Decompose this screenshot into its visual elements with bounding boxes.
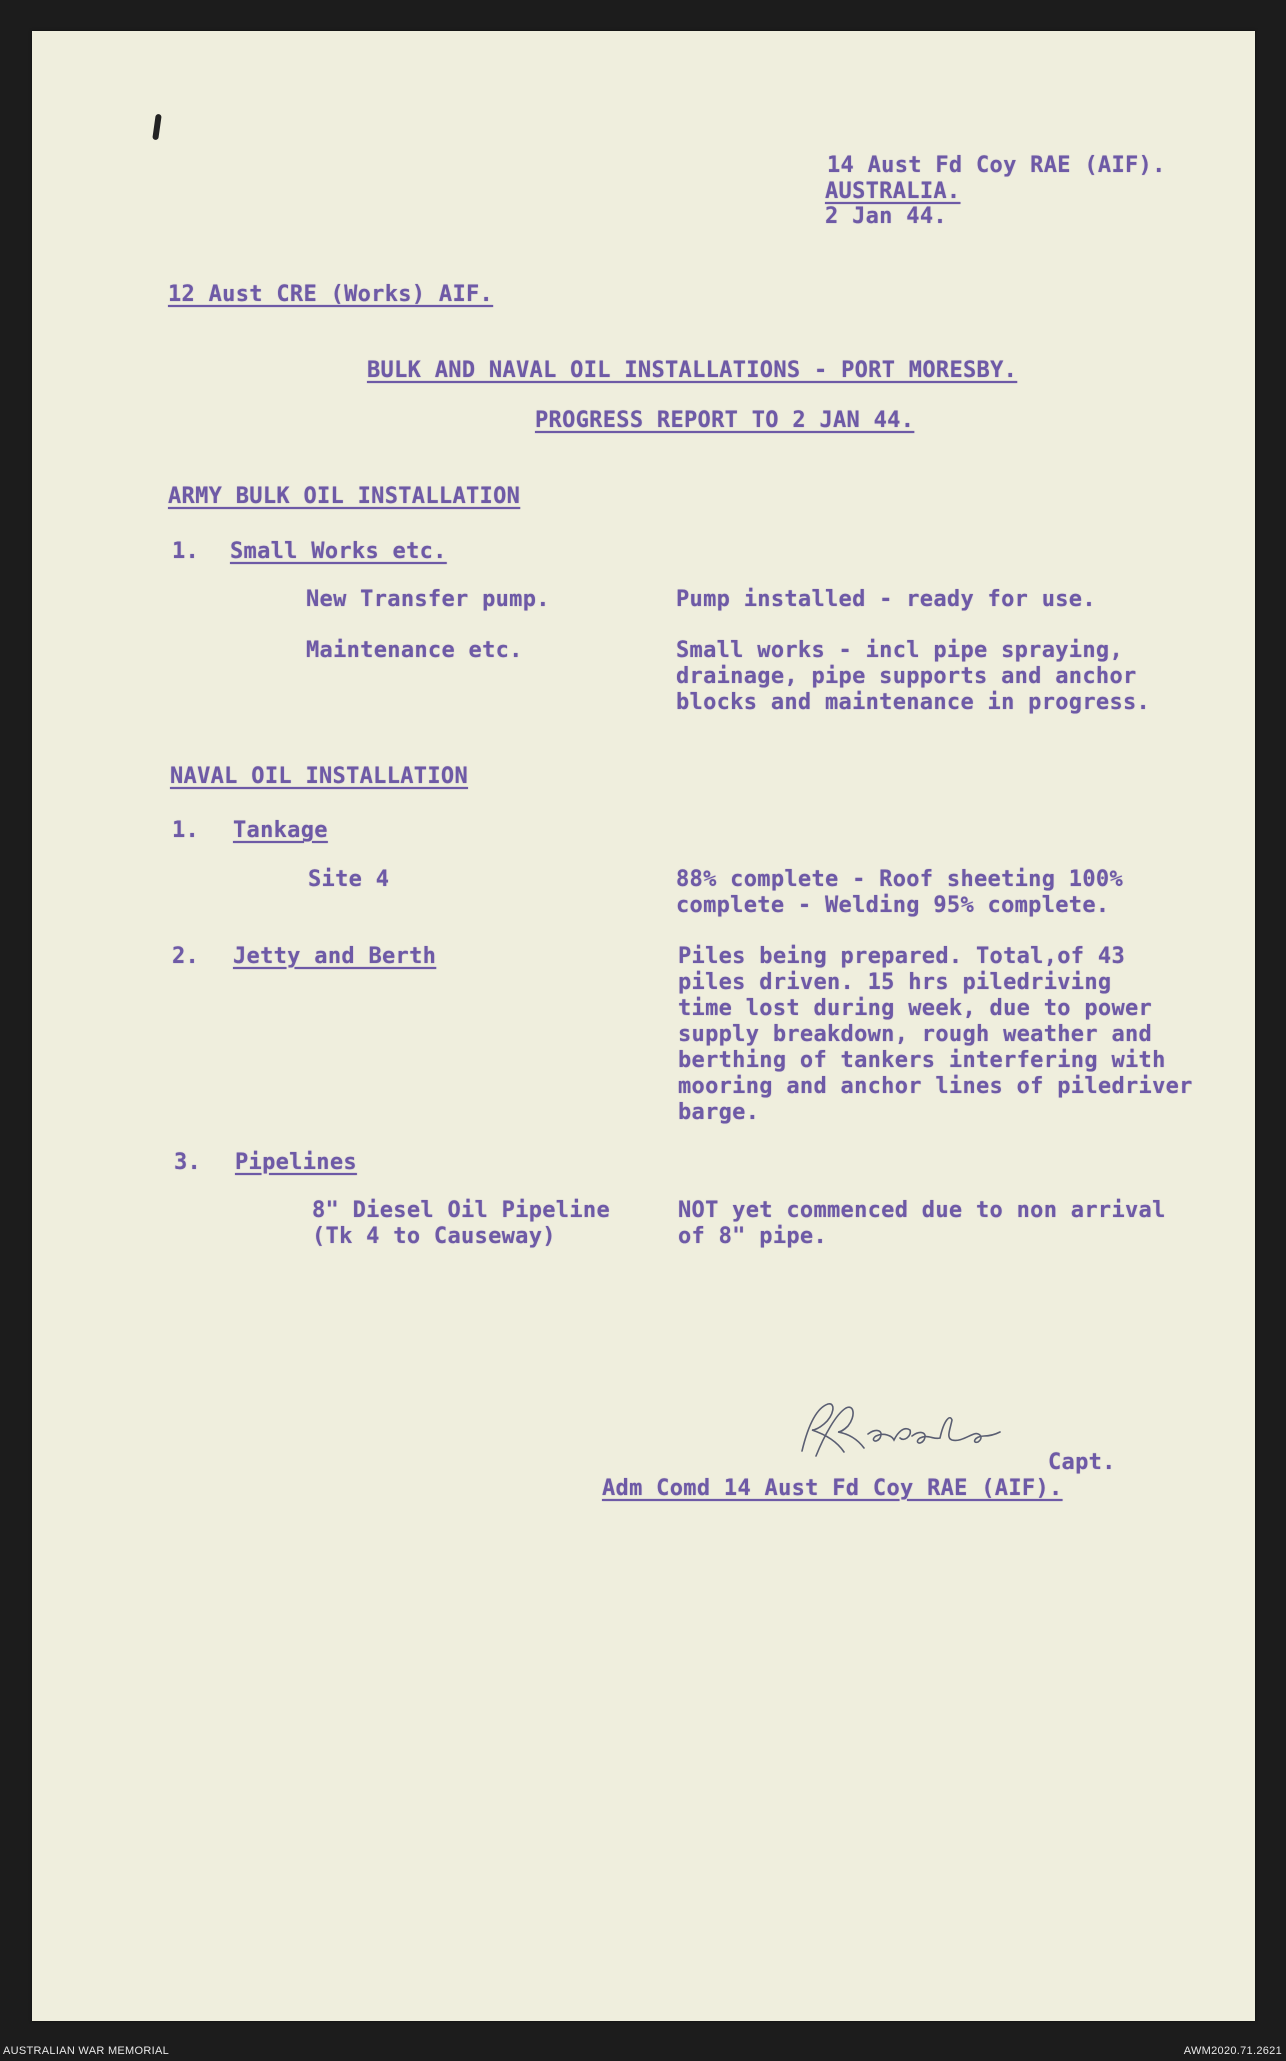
site-label: Site 4 — [308, 867, 390, 892]
jetty-line: berthing of tankers interfering with — [678, 1048, 1166, 1073]
jetty-line: time lost during week, due to power — [678, 996, 1153, 1021]
pipeline-label: 8" Diesel Oil Pipeline — [312, 1198, 610, 1223]
maintenance-line: blocks and maintenance in progress. — [676, 690, 1151, 715]
header-location: AUSTRALIA. — [825, 179, 961, 204]
signature-rank: Capt. — [1048, 1450, 1116, 1475]
footer-right: AWM2020.71.2621 — [1183, 2045, 1282, 2057]
handwritten-signature — [784, 1396, 1004, 1466]
army-item1-number: 1. — [172, 539, 200, 564]
jetty-line: Piles being prepared. Total,of 43 — [678, 944, 1125, 969]
site-line: 88% complete - Roof sheeting 100% — [676, 867, 1123, 892]
addressee: 12 Aust CRE (Works) AIF. — [168, 282, 494, 307]
naval-heading: NAVAL OIL INSTALLATION — [170, 764, 468, 789]
naval-item2-title: Jetty and Berth — [233, 944, 437, 969]
maintenance-label: Maintenance etc. — [306, 638, 523, 663]
naval-item2-number: 2. — [172, 944, 200, 969]
naval-item3-title: Pipelines — [235, 1150, 357, 1175]
header-date: 2 Jan 44. — [825, 204, 947, 229]
naval-item1-title: Tankage — [233, 818, 328, 843]
transfer-pump-label: New Transfer pump. — [306, 587, 550, 612]
pipeline-line: NOT yet commenced due to non arrival — [678, 1198, 1166, 1223]
site-line: complete - Welding 95% complete. — [676, 893, 1110, 918]
jetty-line: mooring and anchor lines of piledriver — [678, 1074, 1193, 1099]
document-title: BULK AND NAVAL OIL INSTALLATIONS - PORT MORESBY. — [367, 358, 1018, 383]
header-unit: 14 Aust Fd Coy RAE (AIF). — [827, 153, 1166, 178]
maintenance-line: drainage, pipe supports and anchor — [676, 664, 1137, 689]
naval-item3-number: 3. — [174, 1150, 202, 1175]
maintenance-line: Small works - incl pipe spraying, — [676, 638, 1123, 663]
pipeline-label: (Tk 4 to Causeway) — [312, 1224, 556, 1249]
army-item1-title: Small Works etc. — [230, 539, 447, 564]
naval-item1-number: 1. — [172, 818, 200, 843]
jetty-line: supply breakdown, rough weather and — [678, 1022, 1153, 1047]
jetty-line: piles driven. 15 hrs piledriving — [678, 970, 1112, 995]
transfer-pump-text: Pump installed - ready for use. — [676, 587, 1096, 612]
jetty-line: barge. — [678, 1100, 760, 1125]
document-subtitle: PROGRESS REPORT TO 2 JAN 44. — [535, 408, 915, 433]
signature-appointment: Adm Comd 14 Aust Fd Coy RAE (AIF). — [602, 1476, 1063, 1501]
pipeline-line: of 8" pipe. — [678, 1224, 827, 1249]
footer-left: AUSTRALIAN WAR MEMORIAL — [3, 2045, 170, 2057]
army-heading: ARMY BULK OIL INSTALLATION — [168, 484, 521, 509]
